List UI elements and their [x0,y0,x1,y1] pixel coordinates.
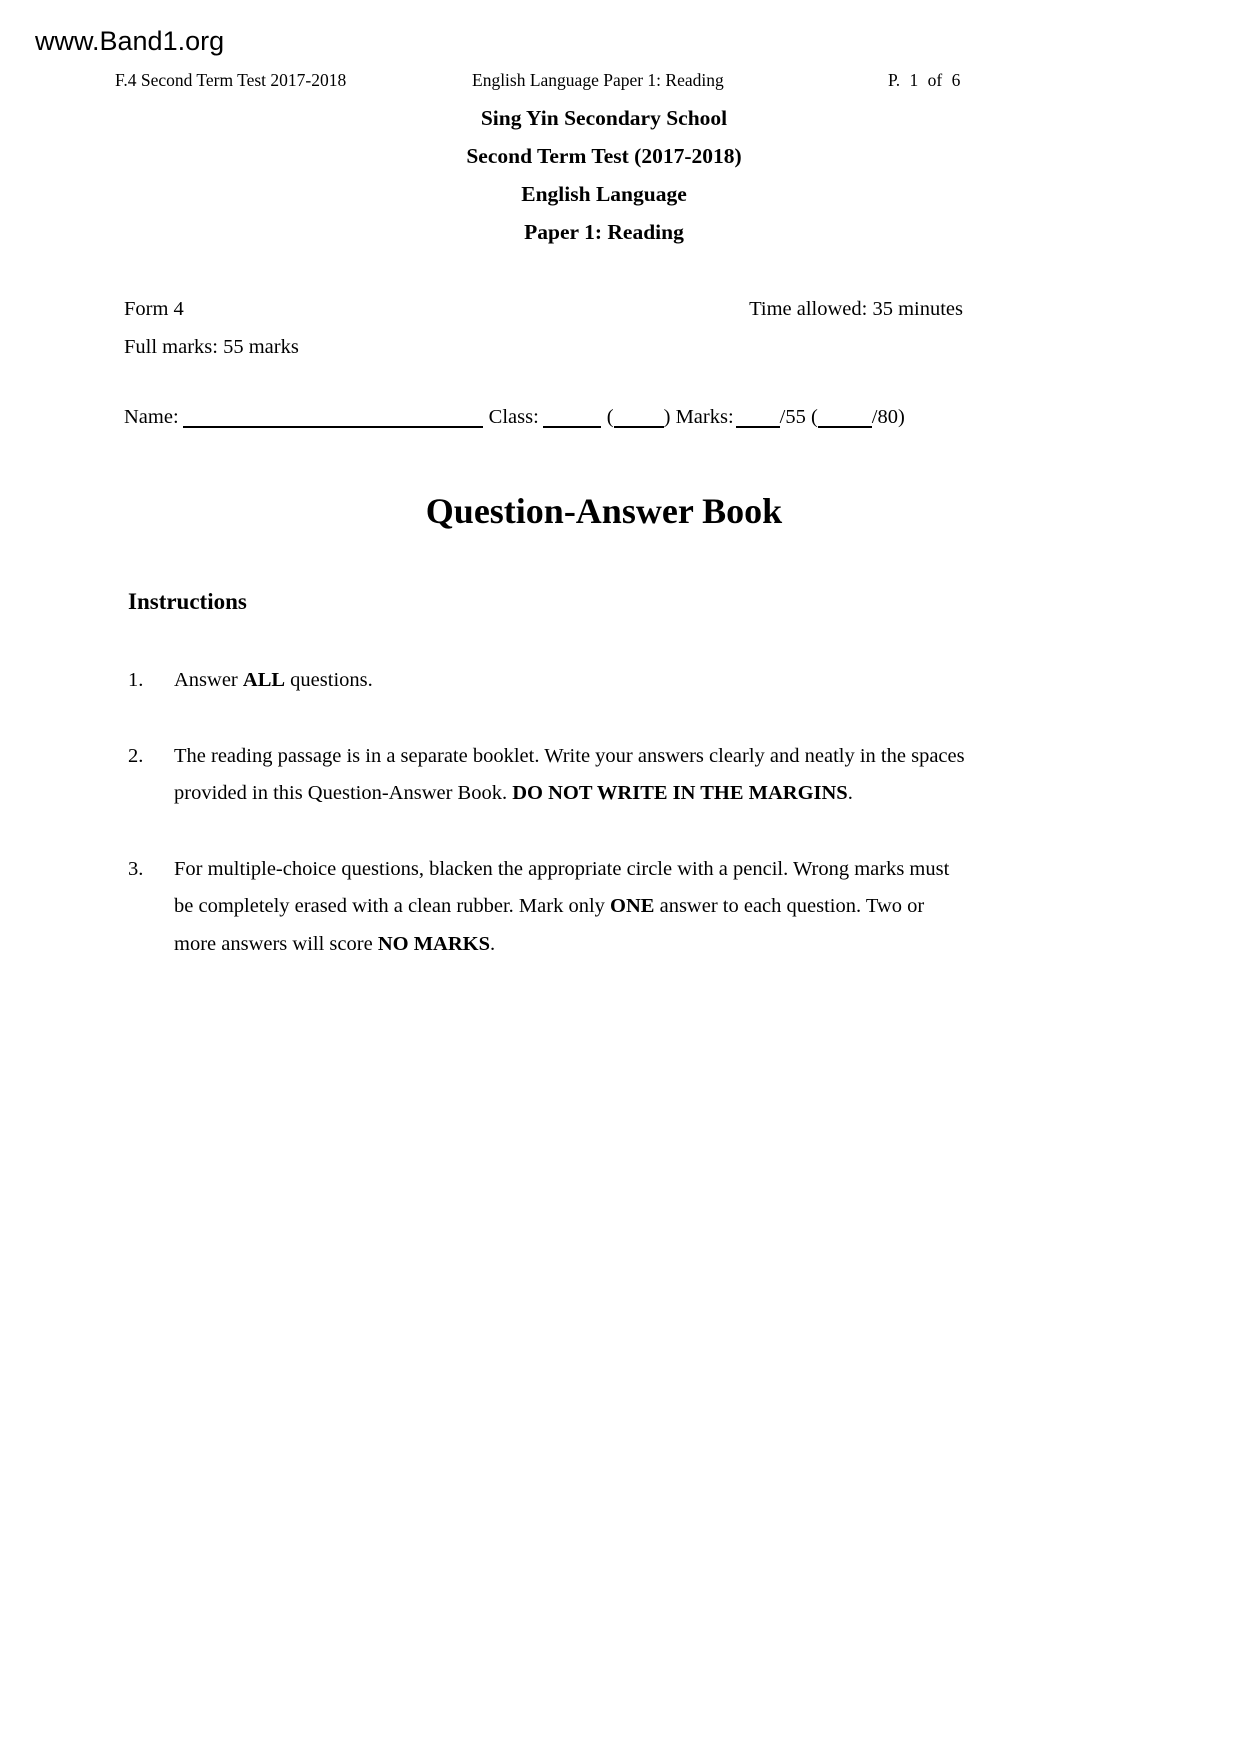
instruction-number: 3. [128,857,144,880]
form-time-row [124,290,963,328]
class-label: Class: [488,406,539,428]
header-test-name: F.4 Second Term Test 2017-2018 [115,70,347,90]
class-blank-field [543,414,601,428]
marks-open-paren: ( [810,406,818,428]
marks-80-denominator: /80) [871,406,905,428]
marks-label: Marks: [675,406,734,428]
header-paper-name: English Language Paper 1: Reading [472,70,724,90]
marks-blank-field [736,414,780,428]
instruction-text: The reading passage is in a separate booklet. Write your answers clearly and neatly in the spaces provided in this Question-Answer Book. DO NOT WRITE IN THE MARGINS. [174,744,965,804]
instructions-heading: Instructions [128,589,247,614]
name-label: Name: [124,406,179,428]
instruction-number: 2. [128,744,144,767]
title-block [124,99,1084,251]
test-name: Second Term Test (2017-2018) [466,144,742,168]
class-number-blank-field [614,414,664,428]
full-marks-label: Full marks: 55 marks [124,336,299,358]
instruction-item-3 [128,851,974,964]
instruction-text: For multiple-choice questions, blacken the appropriate circle with a pencil. Wrong marks must be completely erased with a clean rubber. Mark only ONE answer to each question. Two or more answers will score NO MARKS. [174,857,950,955]
school-name: Sing Yin Secondary School [480,106,728,130]
form-label: Form 4 [124,298,184,320]
marks-80-blank-field [818,414,872,428]
instruction-item-2 [128,738,974,813]
instruction-item-1 [128,662,974,700]
class-close-paren: ) [663,406,671,428]
watermark-url: www.Band1.org [35,26,225,56]
class-open-paren: ( [606,406,614,428]
candidate-info-row [124,402,1144,432]
time-allowed-label: Time allowed: 35 minutes [749,298,963,320]
name-blank-field [183,414,483,428]
instruction-number: 1. [128,669,144,691]
book-title: Question-Answer Book [425,491,783,531]
instructions-list [128,662,974,1001]
instruction-text: Answer ALL questions. [174,669,373,691]
paper-name: Paper 1: Reading [524,220,684,244]
header-page-number: P. 1 of 6 [888,70,961,90]
marks-denominator: /55 [779,406,806,428]
subject-name: English Language [521,182,687,206]
